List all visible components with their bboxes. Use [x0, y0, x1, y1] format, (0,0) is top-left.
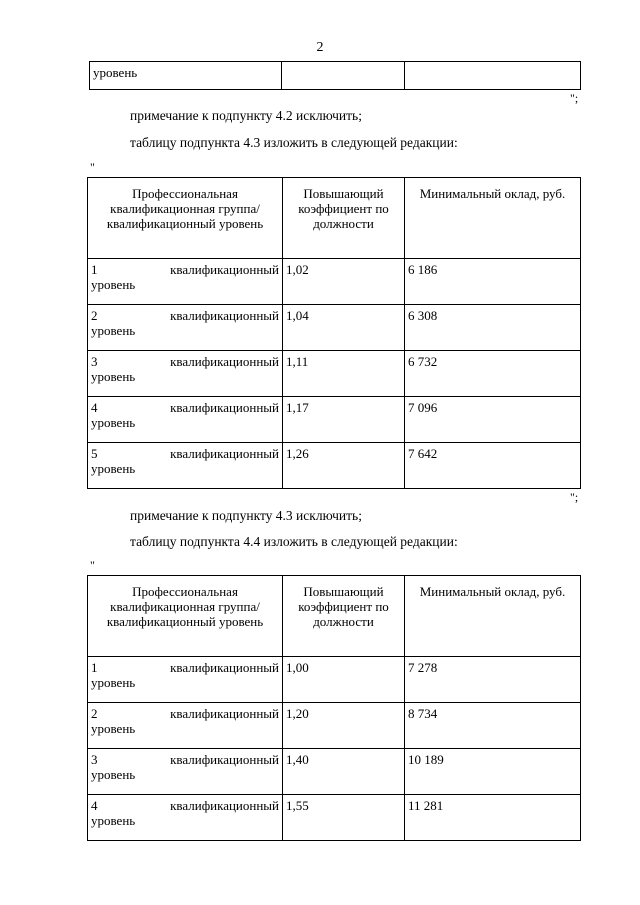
- table-row: [88, 351, 581, 397]
- closing-quote: ";: [570, 490, 579, 504]
- table-row: [88, 259, 581, 305]
- level-word: квалификационный: [170, 752, 279, 767]
- level-number: 2: [91, 706, 98, 721]
- level-cell: [88, 259, 283, 305]
- salary-cell: 7 096: [405, 397, 581, 443]
- level-number: 4: [91, 400, 98, 415]
- coefficient-cell: 1,26: [283, 443, 405, 489]
- level-cell: [88, 749, 283, 795]
- level-word: квалификационный: [170, 660, 279, 675]
- level-word: квалификационный: [170, 798, 279, 813]
- level-cell: [88, 703, 283, 749]
- level-number: 5: [91, 446, 98, 461]
- level-first-line: [91, 446, 279, 461]
- level-cell: [88, 657, 283, 703]
- level-number: 3: [91, 752, 98, 767]
- level-first-line: [91, 354, 279, 369]
- level-word: квалификационный: [170, 706, 279, 721]
- level-number: 2: [91, 308, 98, 323]
- level-first-line: [91, 660, 279, 675]
- table-cell: [405, 62, 581, 90]
- level-tail: уровень: [91, 721, 136, 736]
- table-row: [88, 443, 581, 489]
- level-first-line: [91, 308, 279, 323]
- table-header-row: [88, 178, 581, 259]
- table-row: [90, 62, 581, 90]
- level-number: 3: [91, 354, 98, 369]
- level-tail: уровень: [91, 675, 136, 690]
- table-row: [88, 703, 581, 749]
- level-tail: уровень: [91, 813, 136, 828]
- page-number: 2: [316, 40, 324, 55]
- level-tail: уровень: [91, 323, 136, 338]
- level-tail: уровень: [91, 369, 136, 384]
- table-cell: уровень: [90, 62, 282, 90]
- column-header: Профессиональная квалификационная группа/квалификационный уровень: [88, 576, 283, 657]
- salary-table-4-4: [87, 575, 581, 841]
- level-tail: уровень: [91, 415, 136, 430]
- level-cell: [88, 795, 283, 841]
- coefficient-cell: 1,20: [283, 703, 405, 749]
- paragraph: таблицу подпункта 4.3 изложить в следующей редакции:: [130, 135, 458, 150]
- table-row: [88, 305, 581, 351]
- column-header: Минимальный оклад, руб.: [405, 576, 581, 657]
- level-tail: уровень: [91, 461, 136, 476]
- level-first-line: [91, 798, 279, 813]
- salary-cell: 7 642: [405, 443, 581, 489]
- level-number: 1: [91, 660, 98, 675]
- salary-cell: 8 734: [405, 703, 581, 749]
- level-cell: [88, 351, 283, 397]
- column-header: Минимальный оклад, руб.: [405, 178, 581, 259]
- coefficient-cell: 1,40: [283, 749, 405, 795]
- level-first-line: [91, 752, 279, 767]
- level-number: 4: [91, 798, 98, 813]
- opening-quote: ": [90, 160, 95, 174]
- salary-cell: 6 186: [405, 259, 581, 305]
- table-row: [88, 657, 581, 703]
- level-word: квалификационный: [170, 262, 279, 277]
- salary-cell: 6 732: [405, 351, 581, 397]
- table-row: [88, 397, 581, 443]
- salary-cell: 11 281: [405, 795, 581, 841]
- level-cell: [88, 397, 283, 443]
- table-row: [88, 749, 581, 795]
- level-word: квалификационный: [170, 446, 279, 461]
- coefficient-cell: 1,11: [283, 351, 405, 397]
- coefficient-cell: 1,04: [283, 305, 405, 351]
- column-header: Повышающий коэффициент по должности: [283, 178, 405, 259]
- salary-cell: 7 278: [405, 657, 581, 703]
- column-header: Профессиональная квалификационная группа/квалификационный уровень: [88, 178, 283, 259]
- continuation-table: [89, 61, 581, 90]
- closing-quote: ";: [570, 91, 579, 105]
- salary-cell: 10 189: [405, 749, 581, 795]
- coefficient-cell: 1,17: [283, 397, 405, 443]
- salary-table-4-3: [87, 177, 581, 489]
- salary-cell: 6 308: [405, 305, 581, 351]
- coefficient-cell: 1,00: [283, 657, 405, 703]
- table-cell: [282, 62, 405, 90]
- level-tail: уровень: [91, 277, 136, 292]
- level-number: 1: [91, 262, 98, 277]
- column-header: Повышающий коэффициент по должности: [283, 576, 405, 657]
- coefficient-cell: 1,02: [283, 259, 405, 305]
- paragraph: таблицу подпункта 4.4 изложить в следующей редакции:: [130, 534, 458, 549]
- level-word: квалификационный: [170, 354, 279, 369]
- table-header-row: [88, 576, 581, 657]
- opening-quote: ": [90, 558, 95, 572]
- level-first-line: [91, 706, 279, 721]
- level-first-line: [91, 400, 279, 415]
- paragraph: примечание к подпункту 4.2 исключить;: [130, 108, 362, 123]
- level-word: квалификационный: [170, 400, 279, 415]
- table-row: [88, 795, 581, 841]
- level-cell: [88, 305, 283, 351]
- coefficient-cell: 1,55: [283, 795, 405, 841]
- level-first-line: [91, 262, 279, 277]
- level-word: квалификационный: [170, 308, 279, 323]
- level-cell: [88, 443, 283, 489]
- paragraph: примечание к подпункту 4.3 исключить;: [130, 508, 362, 523]
- level-tail: уровень: [91, 767, 136, 782]
